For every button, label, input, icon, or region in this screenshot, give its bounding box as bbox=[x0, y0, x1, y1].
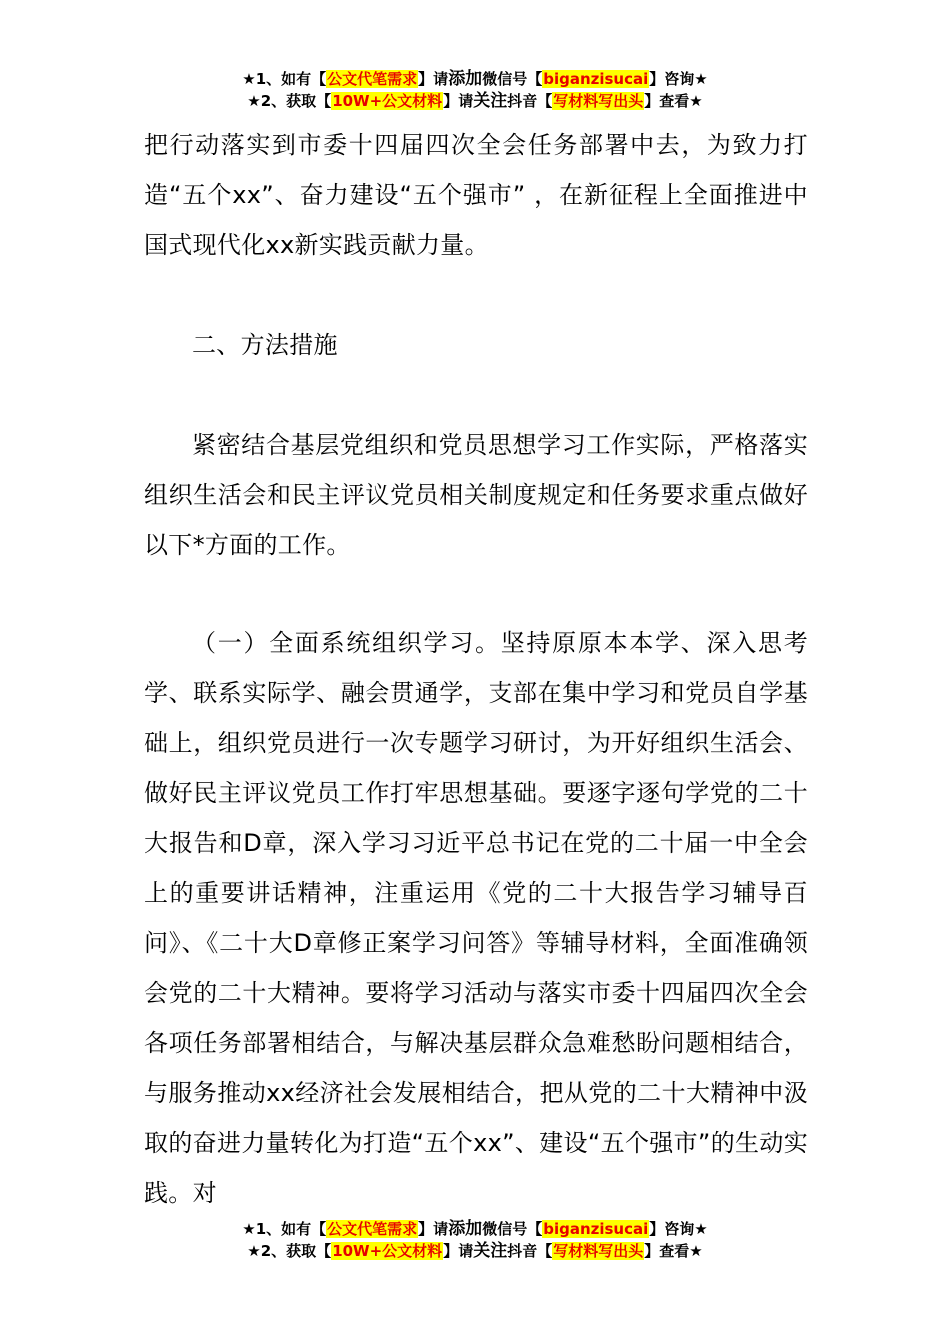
highlight-service: 公文代笔需求 bbox=[327, 1220, 418, 1238]
promo-line-2: ★2、获取【10W+公文材料】请关注抖音【写材料写出头】查看★ bbox=[247, 91, 703, 111]
paragraph-intro: 紧密结合基层党组织和党员思想学习工作实际，严格落实组织生活会和民主评议党员相关制度规定和任务要求重点做好以下*方面的工作。 bbox=[144, 431, 808, 559]
section-heading: 二、方法措施 bbox=[192, 331, 338, 359]
highlight-wechat-id: biganzisucai bbox=[543, 1220, 649, 1238]
promo-line-2: ★2、获取【10W+公文材料】请关注抖音【写材料写出头】查看★ bbox=[247, 1241, 703, 1261]
highlight-materials: 10W+公文材料 bbox=[332, 92, 443, 110]
promo-banner-bottom bbox=[0, 1218, 950, 1262]
promo-banner-top bbox=[0, 68, 950, 112]
highlight-service: 公文代笔需求 bbox=[327, 70, 418, 88]
paragraph-study: （一）全面系统组织学习。坚持原原本本学、深入思考学、联系实际学、融会贯通学，支部在集中学习和党员自学基础上，组织党员进行一次专题学习研讨，为开好组织生活会、做好民主评议党员工作打牢思想基础。要逐字逐句学党的二十大报告和D章，深入学习习近平总书记在党的二十届一中全会上的重要讲话精神，注重运用《党的二十大报告学习辅导百问》、《二十大D章修正案学习问答》等辅导材料，全面准确领会党的二十大精神。要将学习活动与落实市委十四届四次全会各项任务部署相结合，与解决基层群众急难愁盼问题相结合，与服务推动xx经济社会发展相结合，把从党的二十大精神中汲取的奋进力量转化为打造“五个xx”、建设“五个强市”的生动实践。对 bbox=[144, 629, 809, 1207]
highlight-douyin: 写材料写出头 bbox=[553, 1242, 644, 1260]
highlight-wechat-id: biganzisucai bbox=[543, 70, 649, 88]
promo-line-1: ★1、如有【公文代笔需求】请添加微信号【biganzisucai】咨询★ bbox=[242, 69, 708, 89]
promo-line-1: ★1、如有【公文代笔需求】请添加微信号【biganzisucai】咨询★ bbox=[242, 1219, 708, 1239]
paragraph-continuation: 把行动落实到市委十四届四次全会任务部署中去，为致力打造“五个xx”、奋力建设“五个强市” ，在新征程上全面推进中国式现代化xx新实践贡献力量。 bbox=[144, 131, 808, 259]
highlight-douyin: 写材料写出头 bbox=[553, 92, 644, 110]
highlight-materials: 10W+公文材料 bbox=[332, 1242, 443, 1260]
